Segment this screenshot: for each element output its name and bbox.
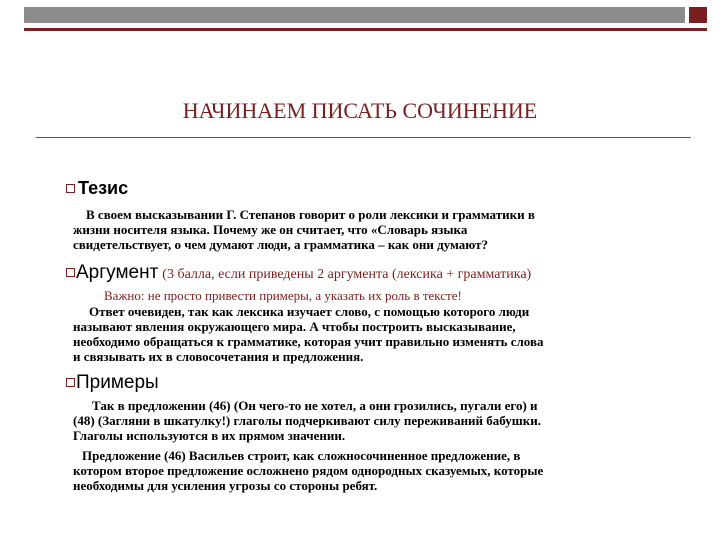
- examples-para1-line-1: Так в предложении (46) (Он чего-то не хотел, а они грозились, пугали его) и: [92, 398, 538, 413]
- top-decor-square: [689, 7, 707, 23]
- top-decor-rule: [24, 28, 707, 31]
- argument-hint: (3 балла, если приведены 2 аргумента (лексика + грамматика): [162, 267, 532, 282]
- examples-para2-line-3: необходимы для усиления угрозы со стороны ребят.: [73, 478, 378, 493]
- argument-line-4: и связывать их в словосочетания и предложения.: [73, 349, 364, 364]
- examples-para1-line-2: (48) (Загляни в шкатулку!) глаголы подчеркивают силу переживаний бабушки.: [73, 413, 541, 428]
- thesis-line-2: жизни носителя языка. Почему же он считает, что «Словарь языка: [73, 222, 468, 237]
- examples-bullet-icon: [66, 378, 75, 387]
- top-decor-bar: [24, 7, 685, 23]
- thesis-line-1: В своем высказывании Г. Степанов говорит о роли лексики и грамматики в: [86, 207, 535, 222]
- argument-line-1: Ответ очевиден, так как лексика изучает слово, с помощью которого люди: [89, 304, 530, 319]
- argument-line-2: называют явления окружающего мира. А чтобы построить высказывание,: [73, 319, 516, 334]
- thesis-line-3: свидетельствует, о чем думают люди, а грамматика – как они думают?: [73, 237, 488, 252]
- examples-para1-line-3: Глаголы используются в их прямом значении.: [73, 428, 346, 443]
- thesis-bullet-icon: [66, 184, 75, 193]
- argument-bullet-icon: [66, 268, 75, 277]
- examples-para2-line-2: котором второе предложение осложнено рядом однородных сказуемых, которые: [73, 463, 544, 478]
- argument-line-3: необходимо обращаться к грамматике, которая учит правильно изменять слова: [73, 334, 544, 349]
- title-divider: [36, 137, 691, 138]
- argument-note: Важно: не просто привести примеры, а указать их роль в тексте!: [104, 288, 462, 303]
- examples-heading: Примеры: [76, 372, 159, 393]
- argument-heading-row: [76, 262, 531, 284]
- argument-heading: Аргумент: [76, 262, 159, 283]
- thesis-heading: Тезис: [78, 178, 129, 198]
- slide-title: НАЧИНАЕМ ПИСАТЬ СОЧИНЕНИЕ: [182, 98, 538, 123]
- examples-para2-line-1: Предложение (46) Васильев строит, как сложносочиненное предложение, в: [82, 448, 521, 463]
